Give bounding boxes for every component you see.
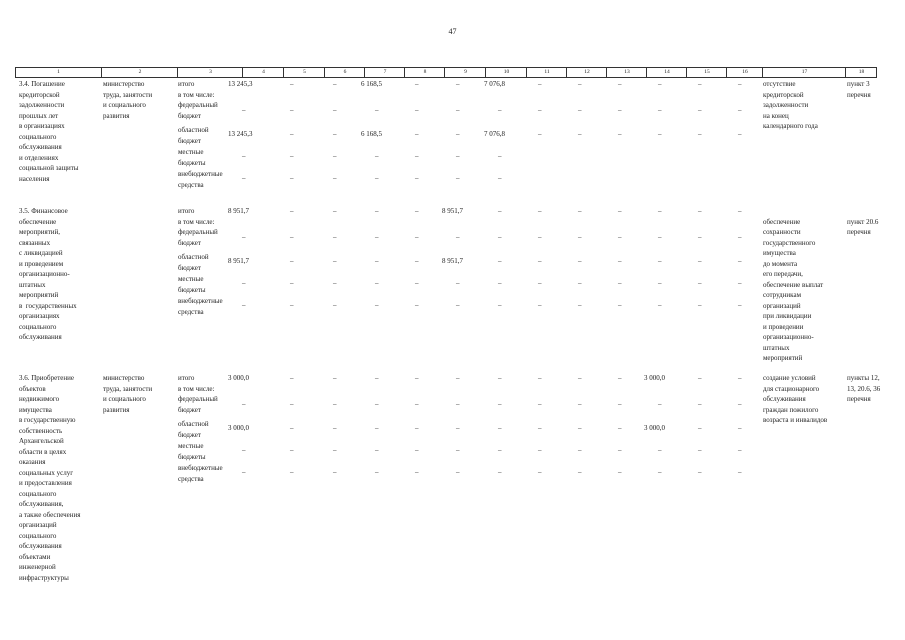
empty-value-dash: – bbox=[618, 207, 622, 215]
amount-value: 3 000,0 bbox=[228, 424, 249, 432]
funding-source-label-2: средства bbox=[178, 180, 204, 189]
empty-value-dash: – bbox=[538, 130, 542, 138]
empty-value-dash: – bbox=[538, 424, 542, 432]
empty-value-dash: – bbox=[738, 446, 742, 454]
funding-source-label: федеральный bbox=[178, 395, 218, 403]
empty-value-dash: – bbox=[415, 424, 419, 432]
funding-source-label-2: средства bbox=[178, 474, 204, 483]
empty-value-dash: – bbox=[498, 374, 502, 382]
funding-source-label-2: бюджет bbox=[178, 238, 201, 247]
empty-value-dash: – bbox=[290, 279, 294, 287]
row-reference: пункт 20.6 перечня bbox=[847, 217, 879, 236]
empty-value-dash: – bbox=[333, 207, 337, 215]
empty-value-dash: – bbox=[578, 233, 582, 241]
column-number-11: 11 bbox=[526, 68, 567, 77]
empty-value-dash: – bbox=[498, 106, 502, 114]
funding-source-label: местные bbox=[178, 275, 204, 283]
empty-value-dash: – bbox=[415, 174, 419, 182]
funding-source-label-2: бюджет bbox=[178, 430, 201, 439]
amount-value: 13 245,3 bbox=[228, 130, 253, 138]
empty-value-dash: – bbox=[658, 207, 662, 215]
empty-value-dash: – bbox=[415, 233, 419, 241]
funding-source-label-2: средства bbox=[178, 307, 204, 316]
empty-value-dash: – bbox=[242, 279, 246, 287]
empty-value-dash: – bbox=[618, 233, 622, 241]
empty-value-dash: – bbox=[498, 233, 502, 241]
empty-value-dash: – bbox=[698, 80, 702, 88]
empty-value-dash: – bbox=[578, 374, 582, 382]
amount-value: 3 000,0 bbox=[644, 424, 665, 432]
empty-value-dash: – bbox=[242, 152, 246, 160]
empty-value-dash: – bbox=[290, 80, 294, 88]
funding-source-label: федеральный bbox=[178, 101, 218, 109]
empty-value-dash: – bbox=[375, 207, 379, 215]
empty-value-dash: – bbox=[242, 468, 246, 476]
funding-source-label: в том числе: bbox=[178, 384, 215, 393]
empty-value-dash: – bbox=[375, 400, 379, 408]
empty-value-dash: – bbox=[578, 424, 582, 432]
empty-value-dash: – bbox=[498, 257, 502, 265]
empty-value-dash: – bbox=[333, 400, 337, 408]
empty-value-dash: – bbox=[698, 257, 702, 265]
amount-value: 6 168,5 bbox=[361, 130, 382, 138]
empty-value-dash: – bbox=[375, 233, 379, 241]
empty-value-dash: – bbox=[375, 424, 379, 432]
page-number: 47 bbox=[448, 27, 457, 36]
empty-value-dash: – bbox=[290, 152, 294, 160]
empty-value-dash: – bbox=[333, 130, 337, 138]
row-name: 3.6. Приобретение объектов недвижимого имущества в государственную собственность Архангельской области в целях оказания социальных услуг и предоставления социального обслуживания, а также обеспечения организаций социального обслуживания объектами инженерной инфраструктуры bbox=[19, 374, 81, 582]
funding-source-label-2: бюджет bbox=[178, 263, 201, 272]
empty-value-dash: – bbox=[738, 468, 742, 476]
empty-value-dash: – bbox=[333, 233, 337, 241]
row-name: 3.5. Финансовое обеспечение мероприятий, связанных с ликвидацией и проведением организационно- штатных мероприятий в государственных организациях социального обслуживания bbox=[19, 207, 77, 341]
empty-value-dash: – bbox=[698, 130, 702, 138]
column-number-5: 5 bbox=[283, 68, 325, 77]
empty-value-dash: – bbox=[618, 80, 622, 88]
empty-value-dash: – bbox=[456, 301, 460, 309]
amount-value: 7 076,8 bbox=[484, 80, 505, 88]
empty-value-dash: – bbox=[698, 233, 702, 241]
empty-value-dash: – bbox=[375, 106, 379, 114]
column-number-16: 16 bbox=[726, 68, 763, 77]
empty-value-dash: – bbox=[618, 374, 622, 382]
funding-source-label-2: бюджет bbox=[178, 111, 201, 120]
empty-value-dash: – bbox=[415, 374, 419, 382]
empty-value-dash: – bbox=[290, 233, 294, 241]
empty-value-dash: – bbox=[333, 106, 337, 114]
empty-value-dash: – bbox=[290, 400, 294, 408]
empty-value-dash: – bbox=[290, 468, 294, 476]
empty-value-dash: – bbox=[738, 130, 742, 138]
empty-value-dash: – bbox=[578, 301, 582, 309]
empty-value-dash: – bbox=[578, 207, 582, 215]
empty-value-dash: – bbox=[698, 446, 702, 454]
empty-value-dash: – bbox=[242, 400, 246, 408]
empty-value-dash: – bbox=[538, 106, 542, 114]
empty-value-dash: – bbox=[498, 446, 502, 454]
amount-value: 8 951,7 bbox=[442, 207, 463, 215]
empty-value-dash: – bbox=[290, 257, 294, 265]
empty-value-dash: – bbox=[658, 301, 662, 309]
row-reference: пункт 3 перечня bbox=[847, 80, 871, 99]
funding-source-label: итого bbox=[178, 80, 195, 88]
empty-value-dash: – bbox=[498, 424, 502, 432]
row-reference: пункты 12, 13, 20.6, 36 перечня bbox=[847, 374, 881, 403]
empty-value-dash: – bbox=[578, 130, 582, 138]
column-number-18: 18 bbox=[845, 68, 877, 77]
empty-value-dash: – bbox=[538, 279, 542, 287]
empty-value-dash: – bbox=[698, 279, 702, 287]
empty-value-dash: – bbox=[738, 424, 742, 432]
empty-value-dash: – bbox=[290, 207, 294, 215]
empty-value-dash: – bbox=[290, 130, 294, 138]
empty-value-dash: – bbox=[538, 446, 542, 454]
empty-value-dash: – bbox=[333, 257, 337, 265]
column-number-15: 15 bbox=[686, 68, 727, 77]
empty-value-dash: – bbox=[415, 446, 419, 454]
empty-value-dash: – bbox=[538, 468, 542, 476]
empty-value-dash: – bbox=[456, 374, 460, 382]
empty-value-dash: – bbox=[578, 80, 582, 88]
column-number-4: 4 bbox=[242, 68, 284, 77]
empty-value-dash: – bbox=[375, 446, 379, 454]
column-number-6: 6 bbox=[324, 68, 365, 77]
empty-value-dash: – bbox=[698, 424, 702, 432]
empty-value-dash: – bbox=[333, 152, 337, 160]
empty-value-dash: – bbox=[456, 106, 460, 114]
funding-source-label: внебюджетные bbox=[178, 464, 223, 472]
empty-value-dash: – bbox=[375, 257, 379, 265]
funding-source-label: местные bbox=[178, 148, 204, 156]
amount-value: 8 951,7 bbox=[228, 207, 249, 215]
column-number-3: 3 bbox=[177, 68, 243, 77]
empty-value-dash: – bbox=[290, 424, 294, 432]
empty-value-dash: – bbox=[498, 301, 502, 309]
empty-value-dash: – bbox=[498, 468, 502, 476]
column-number-2: 2 bbox=[101, 68, 178, 77]
empty-value-dash: – bbox=[333, 80, 337, 88]
empty-value-dash: – bbox=[456, 80, 460, 88]
empty-value-dash: – bbox=[618, 424, 622, 432]
funding-source-label: внебюджетные bbox=[178, 297, 223, 305]
empty-value-dash: – bbox=[498, 279, 502, 287]
empty-value-dash: – bbox=[415, 207, 419, 215]
empty-value-dash: – bbox=[290, 374, 294, 382]
empty-value-dash: – bbox=[618, 130, 622, 138]
empty-value-dash: – bbox=[618, 257, 622, 265]
empty-value-dash: – bbox=[738, 400, 742, 408]
empty-value-dash: – bbox=[333, 424, 337, 432]
empty-value-dash: – bbox=[578, 446, 582, 454]
empty-value-dash: – bbox=[456, 130, 460, 138]
empty-value-dash: – bbox=[456, 446, 460, 454]
amount-value: 3 000,0 bbox=[644, 374, 665, 382]
empty-value-dash: – bbox=[698, 468, 702, 476]
row-name: 3.4. Погашение кредиторской задолженности прошлых лет в организациях социального обслуживания и отделениях социальной защиты населения bbox=[19, 80, 79, 183]
empty-value-dash: – bbox=[578, 257, 582, 265]
empty-value-dash: – bbox=[290, 174, 294, 182]
funding-source-label: итого bbox=[178, 207, 195, 215]
empty-value-dash: – bbox=[698, 374, 702, 382]
empty-value-dash: – bbox=[538, 400, 542, 408]
empty-value-dash: – bbox=[738, 106, 742, 114]
funding-source-label: областной bbox=[178, 420, 209, 428]
empty-value-dash: – bbox=[290, 106, 294, 114]
column-number-17: 17 bbox=[762, 68, 846, 77]
empty-value-dash: – bbox=[242, 301, 246, 309]
empty-value-dash: – bbox=[456, 424, 460, 432]
empty-value-dash: – bbox=[415, 468, 419, 476]
column-number-8: 8 bbox=[404, 68, 445, 77]
empty-value-dash: – bbox=[333, 174, 337, 182]
funding-source-label-2: бюджет bbox=[178, 405, 201, 414]
empty-value-dash: – bbox=[658, 257, 662, 265]
column-number-7: 7 bbox=[364, 68, 405, 77]
empty-value-dash: – bbox=[538, 374, 542, 382]
empty-value-dash: – bbox=[658, 446, 662, 454]
empty-value-dash: – bbox=[538, 301, 542, 309]
empty-value-dash: – bbox=[578, 400, 582, 408]
empty-value-dash: – bbox=[333, 468, 337, 476]
row-executor: министерство труда, занятости и социального развития bbox=[103, 374, 153, 414]
empty-value-dash: – bbox=[698, 400, 702, 408]
empty-value-dash: – bbox=[618, 400, 622, 408]
empty-value-dash: – bbox=[415, 152, 419, 160]
empty-value-dash: – bbox=[738, 374, 742, 382]
empty-value-dash: – bbox=[578, 468, 582, 476]
empty-value-dash: – bbox=[498, 152, 502, 160]
empty-value-dash: – bbox=[375, 174, 379, 182]
empty-value-dash: – bbox=[658, 130, 662, 138]
empty-value-dash: – bbox=[290, 301, 294, 309]
empty-value-dash: – bbox=[498, 174, 502, 182]
empty-value-dash: – bbox=[415, 106, 419, 114]
empty-value-dash: – bbox=[498, 400, 502, 408]
empty-value-dash: – bbox=[415, 279, 419, 287]
funding-source-label: местные bbox=[178, 442, 204, 450]
funding-source-label-2: бюджет bbox=[178, 136, 201, 145]
column-number-10: 10 bbox=[485, 68, 527, 77]
empty-value-dash: – bbox=[415, 130, 419, 138]
empty-value-dash: – bbox=[578, 106, 582, 114]
empty-value-dash: – bbox=[415, 80, 419, 88]
empty-value-dash: – bbox=[290, 446, 294, 454]
empty-value-dash: – bbox=[375, 279, 379, 287]
empty-value-dash: – bbox=[375, 301, 379, 309]
empty-value-dash: – bbox=[242, 174, 246, 182]
empty-value-dash: – bbox=[618, 301, 622, 309]
empty-value-dash: – bbox=[242, 106, 246, 114]
empty-value-dash: – bbox=[333, 446, 337, 454]
column-number-1: 1 bbox=[57, 69, 60, 75]
funding-source-label: в том числе: bbox=[178, 217, 215, 226]
column-number-12: 12 bbox=[566, 68, 607, 77]
empty-value-dash: – bbox=[375, 152, 379, 160]
empty-value-dash: – bbox=[333, 374, 337, 382]
empty-value-dash: – bbox=[658, 106, 662, 114]
empty-value-dash: – bbox=[498, 207, 502, 215]
empty-value-dash: – bbox=[333, 279, 337, 287]
empty-value-dash: – bbox=[658, 80, 662, 88]
empty-value-dash: – bbox=[538, 207, 542, 215]
funding-source-label: итого bbox=[178, 374, 195, 382]
empty-value-dash: – bbox=[618, 446, 622, 454]
funding-source-label: федеральный bbox=[178, 228, 218, 236]
empty-value-dash: – bbox=[456, 233, 460, 241]
empty-value-dash: – bbox=[375, 468, 379, 476]
empty-value-dash: – bbox=[698, 301, 702, 309]
empty-value-dash: – bbox=[456, 468, 460, 476]
empty-value-dash: – bbox=[456, 279, 460, 287]
empty-value-dash: – bbox=[658, 468, 662, 476]
column-number-9: 9 bbox=[444, 68, 486, 77]
empty-value-dash: – bbox=[738, 207, 742, 215]
empty-value-dash: – bbox=[456, 400, 460, 408]
empty-value-dash: – bbox=[658, 233, 662, 241]
empty-value-dash: – bbox=[698, 207, 702, 215]
empty-value-dash: – bbox=[538, 233, 542, 241]
column-number-header bbox=[15, 67, 877, 78]
amount-value: 7 076,8 bbox=[484, 130, 505, 138]
row-result: отсутствие кредиторской задолженности на конец календарного года bbox=[763, 80, 818, 130]
empty-value-dash: – bbox=[658, 279, 662, 287]
funding-source-label: в том числе: bbox=[178, 90, 215, 99]
funding-source-label: областной bbox=[178, 126, 209, 134]
amount-value: 8 951,7 bbox=[228, 257, 249, 265]
empty-value-dash: – bbox=[333, 301, 337, 309]
funding-source-label: областной bbox=[178, 253, 209, 261]
empty-value-dash: – bbox=[415, 400, 419, 408]
empty-value-dash: – bbox=[242, 233, 246, 241]
row-executor: министерство труда, занятости и социального развития bbox=[103, 80, 153, 120]
empty-value-dash: – bbox=[618, 279, 622, 287]
amount-value: 8 951,7 bbox=[442, 257, 463, 265]
empty-value-dash: – bbox=[618, 468, 622, 476]
empty-value-dash: – bbox=[738, 233, 742, 241]
empty-value-dash: – bbox=[618, 106, 622, 114]
row-result: обеспечение сохранности государственного имущества до момента его передачи, обеспечение выплат сотрудникам организаций при ликвидации и проведении организационно- штатных мероприятий bbox=[763, 217, 824, 362]
empty-value-dash: – bbox=[698, 106, 702, 114]
empty-value-dash: – bbox=[738, 257, 742, 265]
funding-source-label-2: бюджеты bbox=[178, 158, 206, 167]
column-number-13: 13 bbox=[606, 68, 647, 77]
empty-value-dash: – bbox=[242, 446, 246, 454]
empty-value-dash: – bbox=[456, 152, 460, 160]
funding-source-label-2: бюджеты bbox=[178, 285, 206, 294]
empty-value-dash: – bbox=[578, 279, 582, 287]
empty-value-dash: – bbox=[738, 279, 742, 287]
amount-value: 3 000,0 bbox=[228, 374, 249, 382]
amount-value: 13 245,3 bbox=[228, 80, 253, 88]
amount-value: 6 168,5 bbox=[361, 80, 382, 88]
empty-value-dash: – bbox=[538, 257, 542, 265]
row-result: создание условий для стационарного обслуживания граждан пожилого возраста и инвалидов bbox=[763, 374, 828, 424]
empty-value-dash: – bbox=[738, 301, 742, 309]
empty-value-dash: – bbox=[738, 80, 742, 88]
empty-value-dash: – bbox=[538, 80, 542, 88]
empty-value-dash: – bbox=[375, 374, 379, 382]
funding-source-label: внебюджетные bbox=[178, 170, 223, 178]
column-number-14: 14 bbox=[646, 68, 687, 77]
funding-source-label-2: бюджеты bbox=[178, 452, 206, 461]
empty-value-dash: – bbox=[415, 257, 419, 265]
empty-value-dash: – bbox=[658, 400, 662, 408]
empty-value-dash: – bbox=[456, 174, 460, 182]
empty-value-dash: – bbox=[415, 301, 419, 309]
